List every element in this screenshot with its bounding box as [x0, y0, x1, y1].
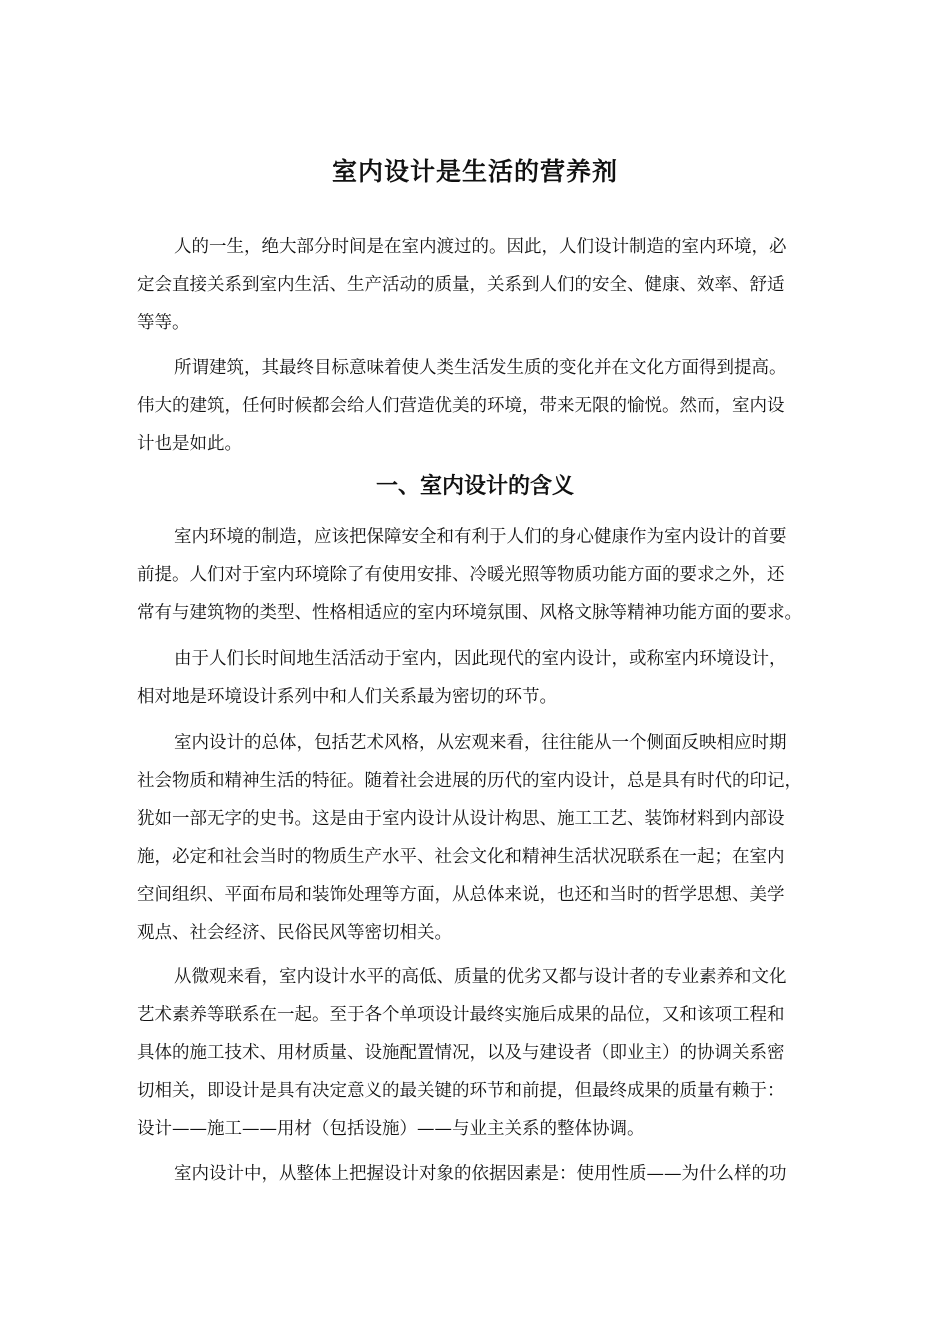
- paragraph-line: 所谓建筑，其最终目标意味着使人类生活发生质的变化并在文化方面得到提高。: [174, 358, 787, 378]
- paragraph-line: 由于人们长时间地生活活动于室内，因此现代的室内设计，或称室内环境设计，: [174, 649, 787, 669]
- paragraph-line: 计也是如此。: [137, 434, 242, 454]
- paragraph-line: 切相关，即设计是具有决定意义的最关键的环节和前提，但最终成果的质量有赖于：: [137, 1081, 785, 1101]
- paragraph-line: 从微观来看，室内设计水平的高低、质量的优劣又都与设计者的专业素养和文化: [174, 967, 787, 987]
- paragraph-7: [137, 1155, 857, 1193]
- section-heading: 一、室内设计的含义: [375, 474, 574, 499]
- paragraph-6: [137, 958, 857, 1148]
- paragraph-line: 定会直接关系到室内生活、生产活动的质量，关系到人们的安全、健康、效率、舒适: [137, 275, 785, 295]
- paragraph-3: [137, 518, 857, 632]
- paragraph-2: [137, 349, 857, 463]
- paragraph-line: 伟大的建筑，任何时候都会给人们营造优美的环境，带来无限的愉悦。然而，室内设: [137, 396, 785, 416]
- paragraph-line: 常有与建筑物的类型、性格相适应的室内环境氛围、风格文脉等精神功能方面的要求。: [137, 603, 802, 623]
- paragraph-line: 室内环境的制造，应该把保障安全和有利于人们的身心健康作为室内设计的首要: [174, 527, 787, 547]
- paragraph-4: [137, 640, 857, 716]
- paragraph-line: 观点、社会经济、民俗民风等密切相关。: [137, 923, 452, 943]
- paragraph-line: 设计——施工——用材（包括设施）——与业主关系的整体协调。: [137, 1119, 645, 1139]
- paragraph-5: [137, 724, 857, 952]
- page-title: 室内设计是生活的营养剂: [331, 157, 618, 186]
- paragraph-line: 等等。: [137, 313, 190, 333]
- paragraph-line: 室内设计的总体，包括艺术风格，从宏观来看，往往能从一个侧面反映相应时期: [174, 733, 787, 753]
- paragraph-line: 施，必定和社会当时的物质生产水平、社会文化和精神生活状况联系在一起；在室内: [137, 847, 785, 867]
- paragraph-line: 社会物质和精神生活的特征。随着社会进展的历代的室内设计，总是具有时代的印记，: [137, 771, 802, 791]
- paragraph-line: 前提。人们对于室内环境除了有使用安排、冷暖光照等物质功能方面的要求之外，还: [137, 565, 785, 585]
- paragraph-line: 空间组织、平面布局和装饰处理等方面，从总体来说，也还和当时的哲学思想、美学: [137, 885, 785, 905]
- paragraph-line: 室内设计中，从整体上把握设计对象的依据因素是：使用性质——为什么样的功: [174, 1164, 787, 1184]
- paragraph-line: 艺术素养等联系在一起。至于各个单项设计最终实施后成果的品位，又和该项工程和: [137, 1005, 785, 1025]
- paragraph-1: [137, 228, 857, 342]
- paragraph-line: 人的一生，绝大部分时间是在室内渡过的。因此，人们设计制造的室内环境，必: [174, 237, 787, 257]
- paragraph-line: 犹如一部无字的史书。这是由于室内设计从设计构思、施工工艺、装饰材料到内部设: [137, 809, 785, 829]
- paragraph-line: 具体的施工技术、用材质量、设施配置情况，以及与建设者（即业主）的协调关系密: [137, 1043, 785, 1063]
- paragraph-line: 相对地是环境设计系列中和人们关系最为密切的环节。: [137, 687, 557, 707]
